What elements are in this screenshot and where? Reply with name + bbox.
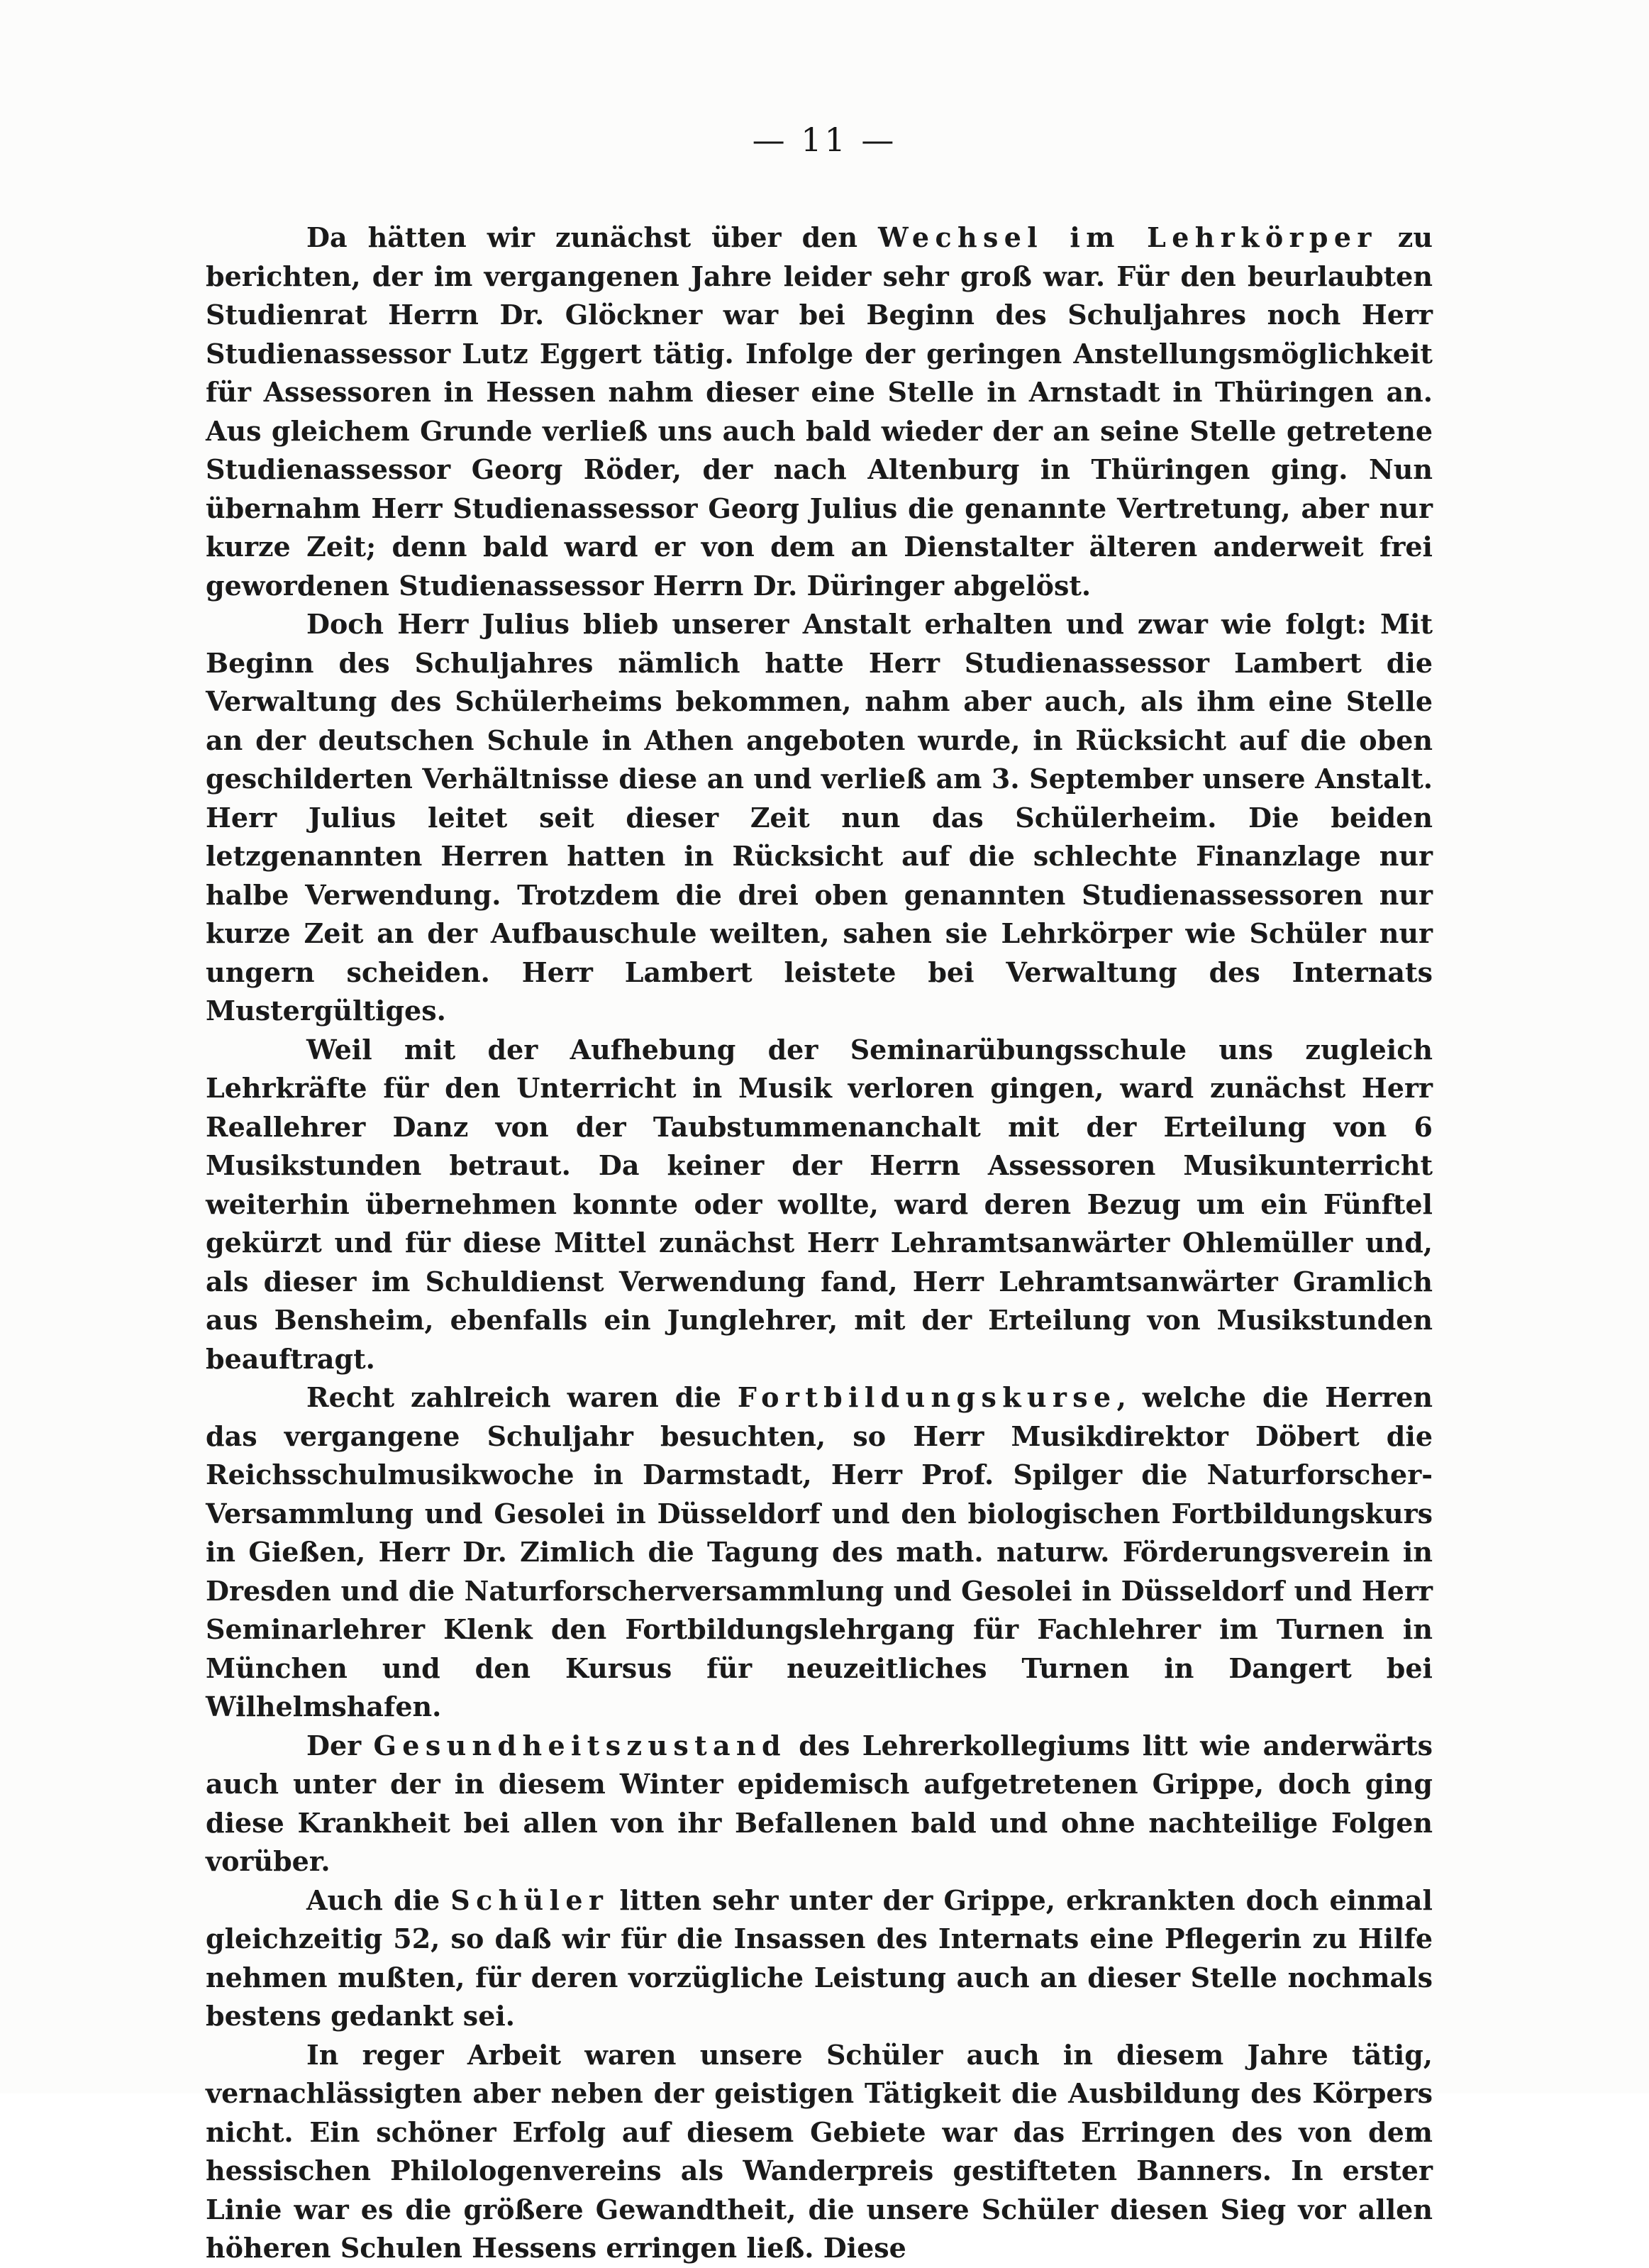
paragraph-text: Doch Herr Julius blieb unserer Anstalt erhalten und zwar wie folgt: Mit Beginn des Schuljahres nämlich hatte Herr Studienassessor Lambert die Verwaltung des Schülerheims bekommen, nahm aber auch, als ihm eine Stelle an der deutschen Schule in Athen angeboten wurde, in Rücksicht auf die oben geschilderten Verhältnisse diese an und verließ am 3. September unsere Anstalt. Herr Julius leitet seit dieser Zeit nun das Schülerheim. Die beiden letzgenannten Herren hatten in Rücksicht auf die schlechte Finanzlage nur halbe Verwendung. Trotzdem die drei oben genannten Studienassessoren nur kurze Zeit an der Aufbauschule weilten, sahen sie Lehrkörper wie Schüler nur ungern scheiden. Herr Lambert leistete bei Verwaltung des Internats Mustergültiges. xyxy=(206,608,1433,1027)
paragraph-text: , welche die Herren das vergangene Schuljahr besuchten, so Herr Musikdirektor Döbert die Reichsschulmusikwoche in Darmstadt, Herr Prof. Spilger die Naturforscher-Versammlung und Gesolei in Düsseldorf und den biologischen Fortbildungskurs in Gießen, Herr Dr. Zimlich die Tagung des math. naturw. Förderungsverein in Dresden und die Naturforscherversammlung und Gesolei in Düsseldorf und Herr Seminarlehrer Klenk den Fortbildungslehrgang für Fachlehrer im Turnen in München und den Kursus für neuzeitliches Turnen in Dangert bei Wilhelmshafen. xyxy=(206,1381,1433,1722)
emphasized-term: Schüler xyxy=(450,1883,609,1916)
emphasized-term: Wechsel im Lehrkörper xyxy=(877,221,1377,253)
emphasized-term: Fortbildungskurse xyxy=(737,1381,1117,1413)
paragraph-text: Weil mit der Aufhebung der Seminarübungsschule uns zugleich Lehrkräfte für den Unterricht in Musik verloren gingen, ward zunächst Herr Reallehrer Danz von der Taubstummenanchalt mit der Erteilung von 6 Musikstunden betraut. Da keiner der Herrn Assessoren Musikunterricht weiterhin übernehmen konnte oder wollte, ward deren Bezug um ein Fünftel gekürzt und für diese Mittel zunächst Herr Lehramtsanwärter Ohlemüller und, als dieser im Schuldienst Verwendung fand, Herr Lehramtsanwärter Gramlich aus Bensheim, ebenfalls ein Junglehrer, mit der Erteilung von Musikstunden beauftragt. xyxy=(206,1033,1433,1375)
paragraph-sports-success xyxy=(206,2036,1433,2268)
paragraph-text: Recht zahlreich waren die xyxy=(306,1381,738,1413)
paragraph-staff-changes xyxy=(206,218,1433,605)
paragraph-text: Auch die xyxy=(306,1883,451,1916)
emphasized-term: Gesundheitszustand xyxy=(373,1729,787,1761)
paragraph-health xyxy=(206,1727,1433,1881)
paragraph-text: In reger Arbeit waren unsere Schüler auch in diesem Jahre tätig, vernachlässigten aber neben der geistigen Tätigkeit die Ausbildung des Körpers nicht. Ein schöner Erfolg auf diesem Gebiete war das Erringen des von dem hessischen Philologenvereins als Wanderpreis gestifteten Banners. In erster Linie war es die größere Gewandtheit, die unsere Schüler diesen Sieg vor allen höheren Schulen Hessens erringen ließ. Diese xyxy=(206,2038,1433,2264)
paragraph-text: Da hätten wir zunächst über den xyxy=(306,221,878,253)
paragraph-training-courses xyxy=(206,1378,1433,1727)
body-text xyxy=(206,218,1433,2268)
paragraph-text: Der xyxy=(306,1729,374,1761)
paragraph-text: zu berichten, der im vergangenen Jahre leider sehr groß war. Für den beurlaubten Studienrat Herrn Dr. Glöckner war bei Beginn des Schuljahres noch Herr Studienassessor Lutz Eggert tätig. Infolge der geringen Anstellungsmöglichkeit für Assessoren in Hessen nahm dieser eine Stelle in Arnstadt in Thüringen an. Aus gleichem Grunde verließ uns auch bald wieder der an seine Stelle getretene Studienassessor Georg Röder, der nach Altenburg in Thüringen ging. Nun übernahm Herr Studienassessor Georg Julius die genannte Vertretung, aber nur kurze Zeit; denn bald ward er von dem an Dienstalter älteren anderweit frei gewordenen Studienassessor Herrn Dr. Düringer abgelöst. xyxy=(206,221,1433,602)
paragraph-text: litten sehr unter der Grippe, erkrankten doch einmal gleichzeitig 52, so daß wir für die Insassen des Internats eine Pflegerin zu Hilfe nehmen mußten, für deren vorzügliche Leistung auch an dieser Stelle nochmals bestens gedankt sei. xyxy=(206,1883,1433,2032)
paragraph-julius xyxy=(206,605,1433,1031)
paragraph-students-illness xyxy=(206,1881,1433,2036)
page-number: — 11 — xyxy=(752,121,897,159)
paragraph-music-teaching xyxy=(206,1031,1433,1379)
paragraph-text: des Lehrerkollegiums litt wie anderwärts auch unter der in diesem Winter epidemisch aufgetretenen Grippe, doch ging diese Krankheit bei allen von ihr Befallenen bald und ohne nachteilige Folgen vorüber. xyxy=(206,1729,1433,1877)
